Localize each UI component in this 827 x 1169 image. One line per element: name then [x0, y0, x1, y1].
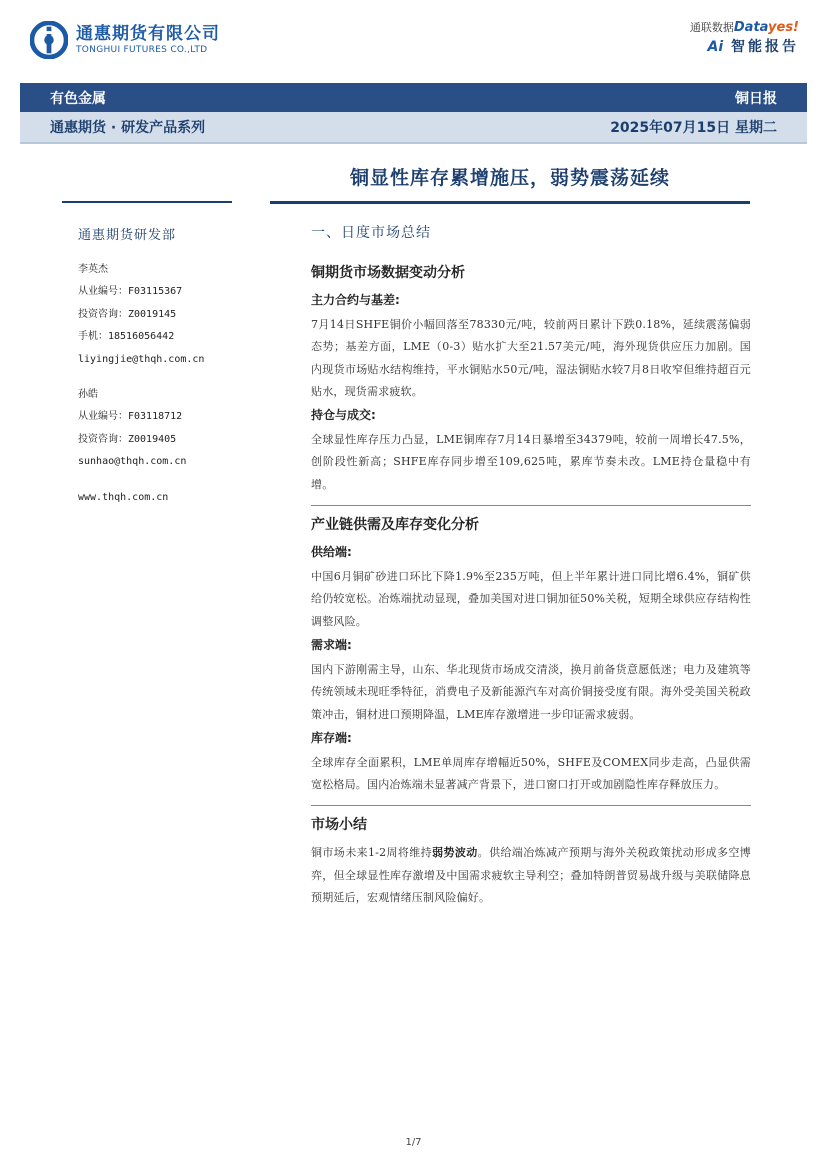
topic-label: 主力合约与基差:	[311, 293, 400, 307]
paragraph: 全球显性库存压力凸显，LME铜库存7月14日暴增至34379吨，较前一周增长47.5%，创阶段性新高；SHFE库存同步增至109,625吨，累库节奏未改。LME持仓量稳中有增。	[311, 433, 751, 491]
report-date: 2025年07月15日 星期二	[610, 120, 777, 136]
subsection-heading: 市场小结	[311, 817, 367, 834]
paragraph: 全球库存全面累积，LME单周库存增幅近50%，SHFE及COMEX同步走高，凸显供需宽松格局。国内冶炼端未显著减产背景下，进口窗口打开或加剧隐性库存释放压力。	[311, 755, 751, 792]
divider	[270, 201, 750, 204]
paragraph: 中国6月铜矿砂进口环比下降1.9%至235万吨，但上半年累计进口同比增6.4%，铜矿供给仍较宽松。冶炼端扰动显现，叠加美国对进口铜加征50%关税，短期全球供应存结构性调整风险。	[311, 570, 751, 628]
category-band	[20, 83, 807, 112]
subsection-heading: 产业链供需及库存变化分析	[311, 517, 479, 534]
topic-label: 库存端:	[311, 730, 352, 745]
topic-label: 持仓与成交:	[311, 408, 376, 423]
website-link[interactable]: www.thqh.com.cn	[78, 491, 169, 503]
ai-mark-icon: Ai	[707, 39, 724, 55]
series-label: 通惠期货 · 研发产品系列	[50, 120, 206, 136]
topic-label: 供给端:	[311, 545, 352, 560]
divider	[62, 201, 232, 203]
datayes-suffix: yes!	[768, 20, 799, 35]
page-title: 铜显性库存累增施压，弱势震荡延续	[349, 167, 670, 189]
summary-paragraph	[311, 842, 751, 909]
report-body	[311, 222, 751, 911]
analyst-name: 孙皓	[78, 389, 98, 400]
summary-text: 。供给端冶炼减产预期与海外关税政策扰动形成多空博弈，但全球显性库存激增及中国需求疲软主导利空；叠加特朗普贸易战升级与美联储降息预期延后，宏观情绪压制风险偏好。	[311, 846, 751, 905]
analyst-email[interactable]: liyingjie@thqh.com.cn	[78, 353, 205, 365]
company-name-en: TONGHUI FUTURES CO.,LTD	[76, 45, 208, 55]
analyst-license: 从业编号：F03115367	[78, 286, 183, 297]
analyst-advisory: 投资咨询：Z0019405	[78, 433, 177, 445]
ai-report-label: 智能报告	[731, 39, 799, 55]
analyst-email[interactable]: sunhao@thqh.com.cn	[78, 456, 187, 467]
paragraph: 国内下游刚需主导，山东、华北现货市场成交清淡，换月前备货意愿低迷；电力及建筑等传统领域未现旺季特征，消费电子及新能源汽车对高价铜接受度有限。海外受美国关税政策冲击，铜材进口预期降温，LME库存激增进一步印证需求疲弱。	[311, 662, 751, 721]
analyst-name: 李英杰	[78, 264, 108, 275]
datayes-brand: Data	[733, 20, 769, 35]
company-logo-icon	[30, 21, 68, 59]
company-name-cn: 通惠期货有限公司	[76, 24, 220, 44]
section-heading: 一、日度市场总结	[311, 225, 431, 241]
summary-text: 铜市场未来1-2周将维持	[311, 846, 433, 860]
summary-emphasis: 弱势波动	[432, 846, 478, 860]
analyst-license: 从业编号：F03118712	[78, 411, 183, 422]
datayes-prefix: 通联数据	[689, 21, 734, 34]
divider	[311, 505, 751, 506]
category-label: 有色金属	[50, 90, 106, 107]
department-name: 通惠期货研发部	[78, 228, 177, 243]
analyst-phone: 手机：18516056442	[78, 331, 175, 342]
page-number: 1/7	[405, 1137, 422, 1148]
paragraph: 7月14日SHFE铜价小幅回落至78330元/吨，较前两日累计下跌0.18%，延续震荡偏弱态势；基差方面，LME（0-3）贴水扩大至21.57美元/吨，海外现货供应压力加剧。国内现货市场贴水结构维持，平水铜贴水50元/吨，湿法铜贴水较7月8日收窄但维持超百元贴水，现货需求疲软。	[311, 318, 751, 398]
subsection-heading: 铜期货市场数据变动分析	[311, 265, 465, 281]
analyst-sidebar	[78, 224, 258, 509]
datayes-logo	[690, 20, 799, 58]
series-band	[20, 112, 807, 144]
company-logo	[30, 20, 220, 60]
topic-label: 需求端:	[311, 637, 352, 652]
analyst-advisory: 投资咨询：Z0019145	[78, 308, 177, 320]
divider	[311, 805, 751, 806]
report-type-label: 铜日报	[735, 90, 777, 107]
